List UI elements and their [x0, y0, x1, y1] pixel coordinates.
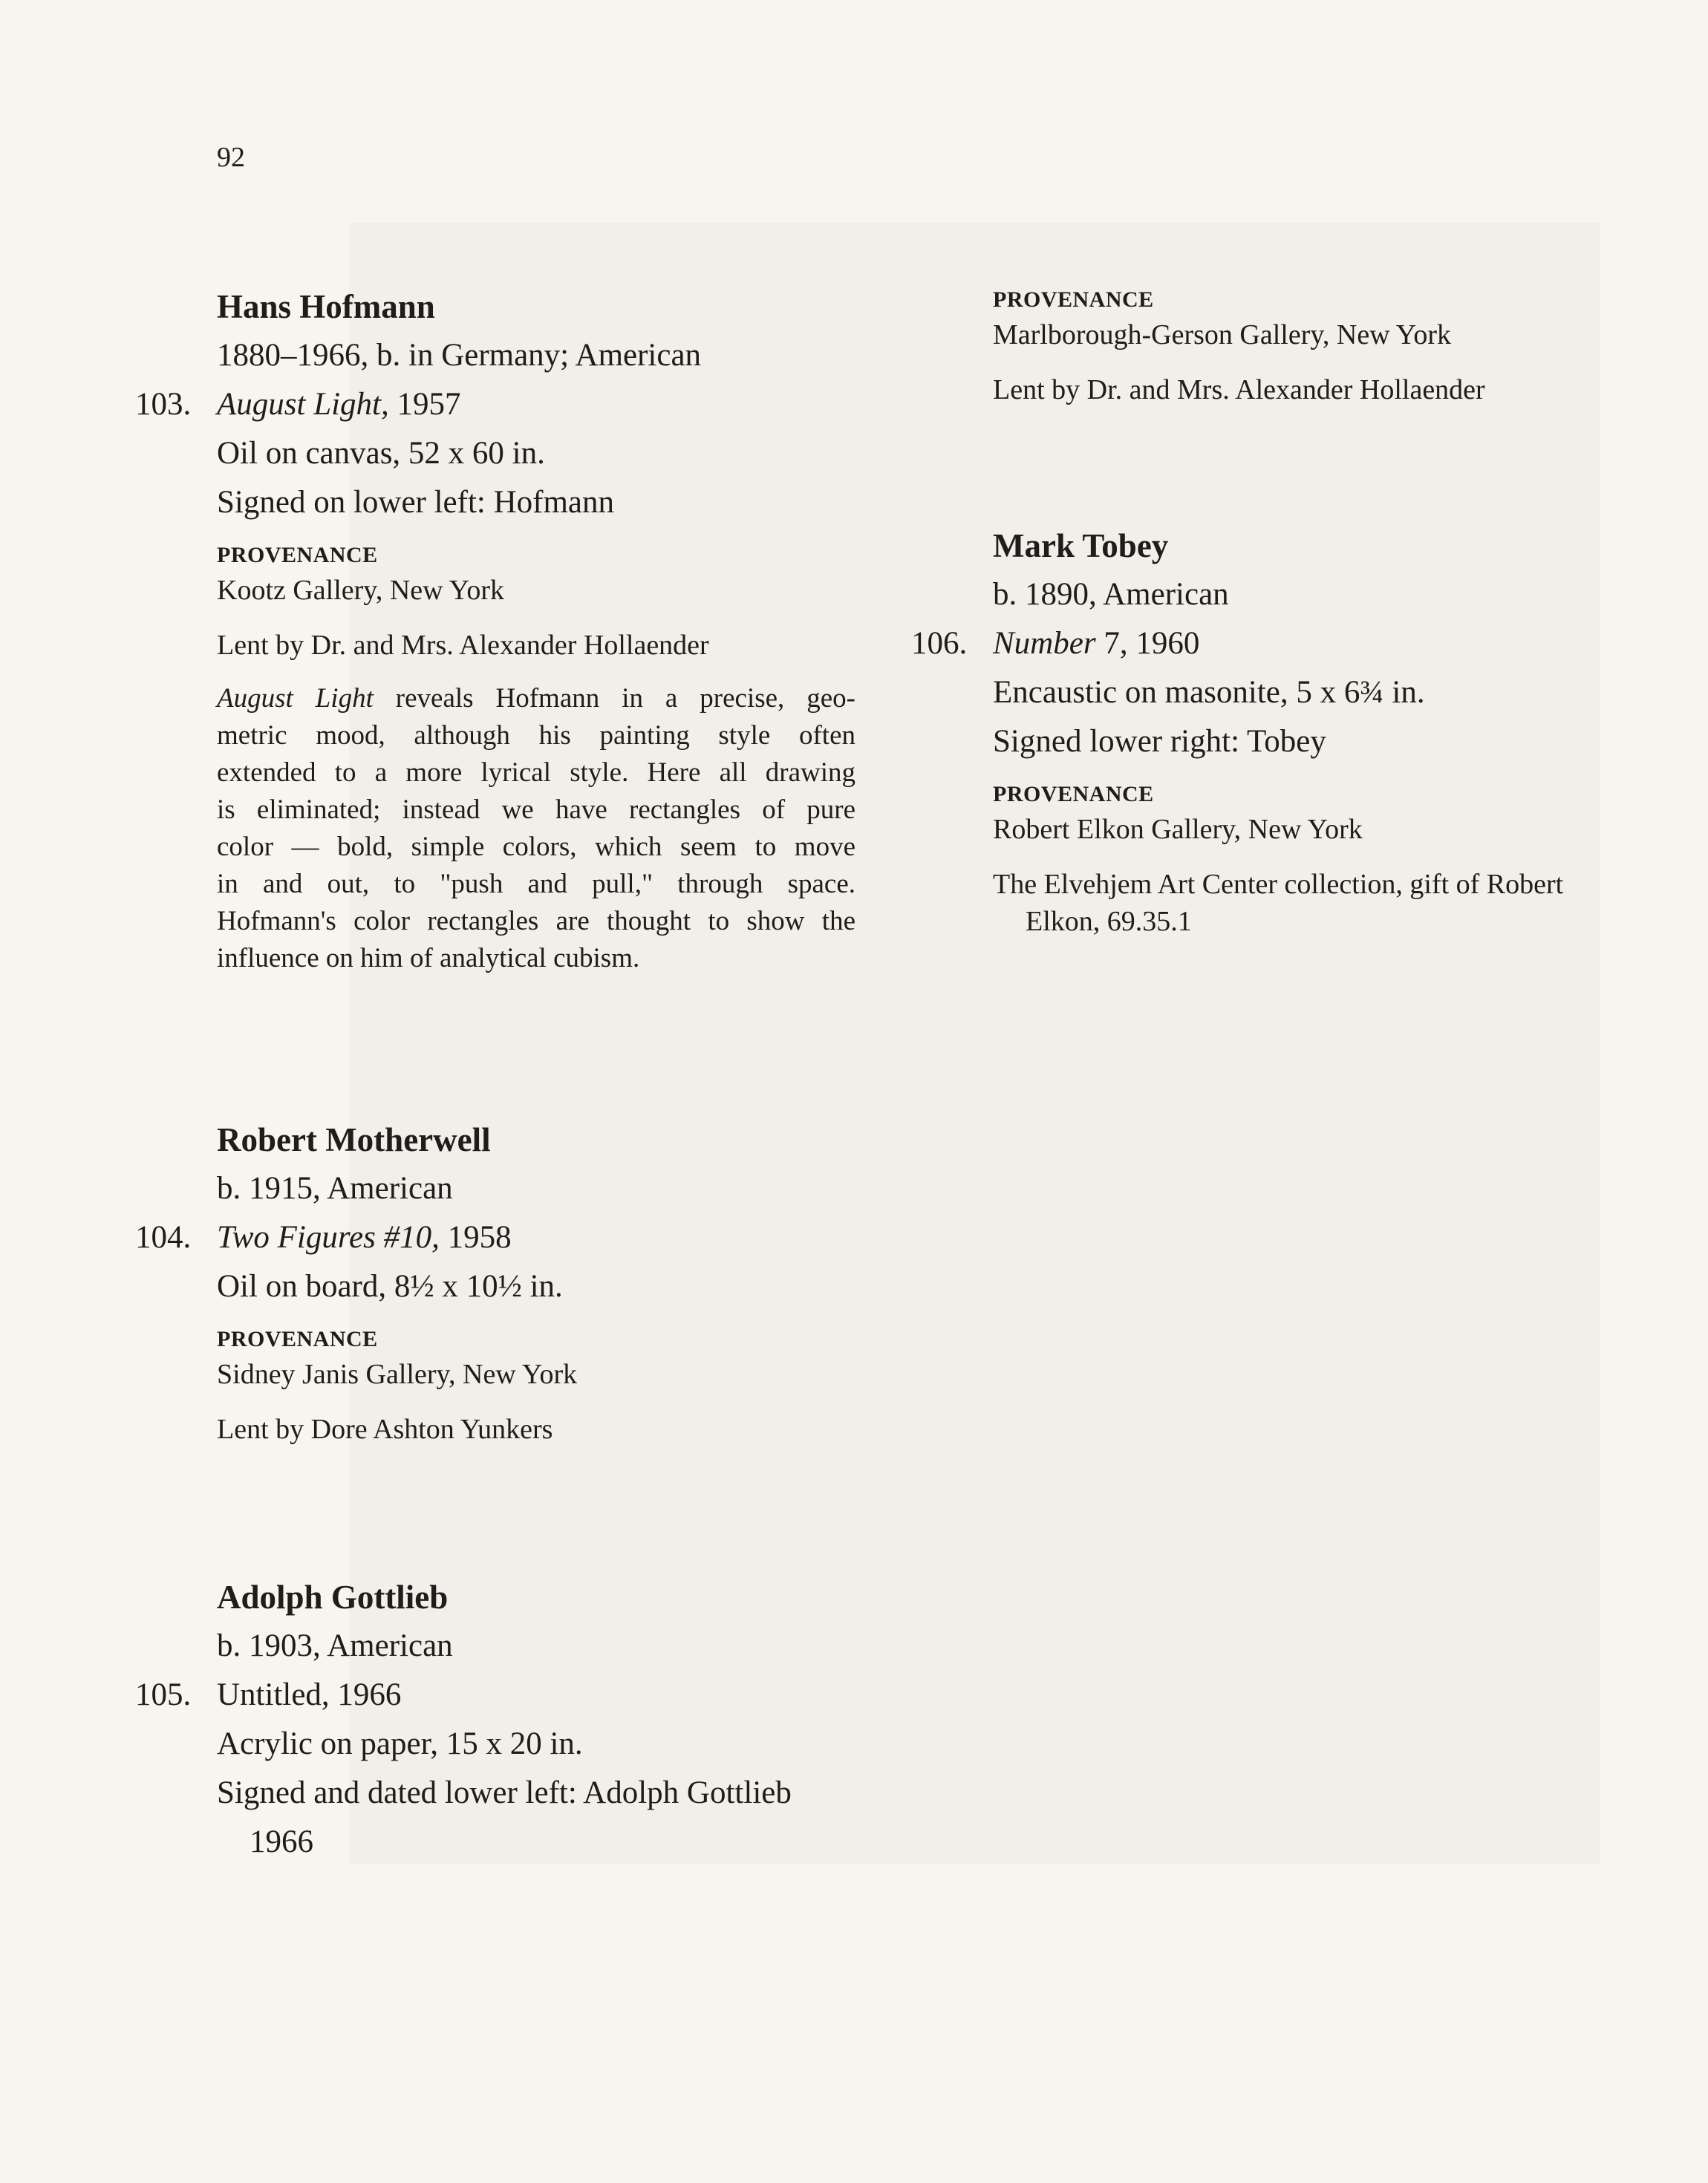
artist-name: Adolph Gottlieb — [217, 1579, 449, 1616]
entry-continuation — [993, 284, 1485, 408]
description-line: is eliminated; instead we have rectangles of pure — [217, 794, 855, 825]
provenance-text: Sidney Janis Gallery, New York — [217, 1359, 578, 1390]
work-title-line — [135, 1213, 577, 1262]
lender-text: Lent by Dr. and Mrs. Alexander Hollaender — [217, 630, 709, 661]
entry-hofmann — [135, 282, 855, 977]
catalog-number: 104. — [135, 1220, 192, 1255]
entry-motherwell — [135, 1115, 578, 1448]
work-title: Untitled, 1966 — [217, 1677, 402, 1712]
work-signature: Signed on lower left: Hofmann — [217, 485, 615, 520]
artist-name: Mark Tobey — [993, 527, 1169, 564]
description-title: August Light — [217, 683, 374, 714]
provenance-label: PROVENANCE — [993, 287, 1154, 312]
description — [217, 680, 855, 977]
provenance-label: PROVENANCE — [993, 782, 1154, 806]
work-title: Number — [993, 626, 1096, 661]
entry-gottlieb — [135, 1573, 792, 1867]
description-line: influence on him of analytical cubism. — [217, 943, 640, 973]
artist-dates: b. 1903, American — [217, 1628, 453, 1663]
artist-dates: b. 1915, American — [217, 1171, 453, 1206]
work-title-line — [135, 380, 855, 429]
work-medium: Oil on canvas, 52 x 60 in. — [217, 436, 545, 471]
description-line: metric mood, although his painting style often — [217, 720, 855, 751]
artist-dates: 1880–1966, b. in Germany; American — [217, 338, 702, 373]
description-line: August Light reveals Hofmann in a precise, geo- — [217, 683, 855, 714]
lender-text: Lent by Dore Ashton Yunkers — [217, 1414, 553, 1445]
description-line: color — bold, simple colors, which seem to move — [217, 832, 855, 862]
work-medium: Acrylic on paper, 15 x 20 in. — [217, 1726, 583, 1761]
artist-name: Robert Motherwell — [217, 1121, 491, 1158]
work-title-line — [911, 619, 1563, 668]
provenance-label: PROVENANCE — [217, 543, 378, 567]
work-medium: Encaustic on masonite, 5 x 6¾ in. — [993, 675, 1425, 710]
work-signature: Signed lower right: Tobey — [993, 724, 1326, 759]
work-year: 1958 — [439, 1220, 512, 1255]
entry-tobey — [911, 521, 1564, 940]
provenance-text: Kootz Gallery, New York — [217, 575, 504, 606]
artist-name: Hans Hofmann — [217, 288, 435, 325]
work-signature-continued: 1966 — [250, 1824, 313, 1859]
catalog-number: 103. — [135, 387, 192, 422]
work-title: August Light, — [217, 387, 389, 422]
description-line: extended to a more lyrical style. Here all drawing — [217, 757, 855, 788]
catalog-number: 105. — [135, 1677, 192, 1712]
page-number: 92 — [217, 142, 245, 173]
artist-dates: b. 1890, American — [993, 577, 1229, 612]
provenance-label: PROVENANCE — [217, 1327, 378, 1351]
work-title: Two Figures #10, — [217, 1220, 440, 1255]
description-line: Hofmann's color rectangles are thought to show the — [217, 906, 855, 936]
description-line: in and out, to "push and pull," through space. — [217, 869, 855, 899]
lender-text-continued: Elkon, 69.35.1 — [1026, 906, 1192, 937]
work-signature: Signed and dated lower left: Adolph Gottlieb — [217, 1775, 792, 1810]
provenance-text: Marlborough-Gerson Gallery, New York — [993, 319, 1452, 350]
work-medium: Oil on board, 8½ x 10½ in. — [217, 1269, 563, 1304]
provenance-text: Robert Elkon Gallery, New York — [993, 814, 1363, 845]
catalog-number: 106. — [911, 626, 968, 661]
lender-text: Lent by Dr. and Mrs. Alexander Hollaender — [993, 374, 1485, 405]
lender-text: The Elvehjem Art Center collection, gift of Robert — [993, 869, 1564, 900]
work-year: 1957 — [388, 387, 461, 422]
work-title-line — [135, 1671, 792, 1720]
work-year: 7, 1960 — [1095, 626, 1200, 661]
